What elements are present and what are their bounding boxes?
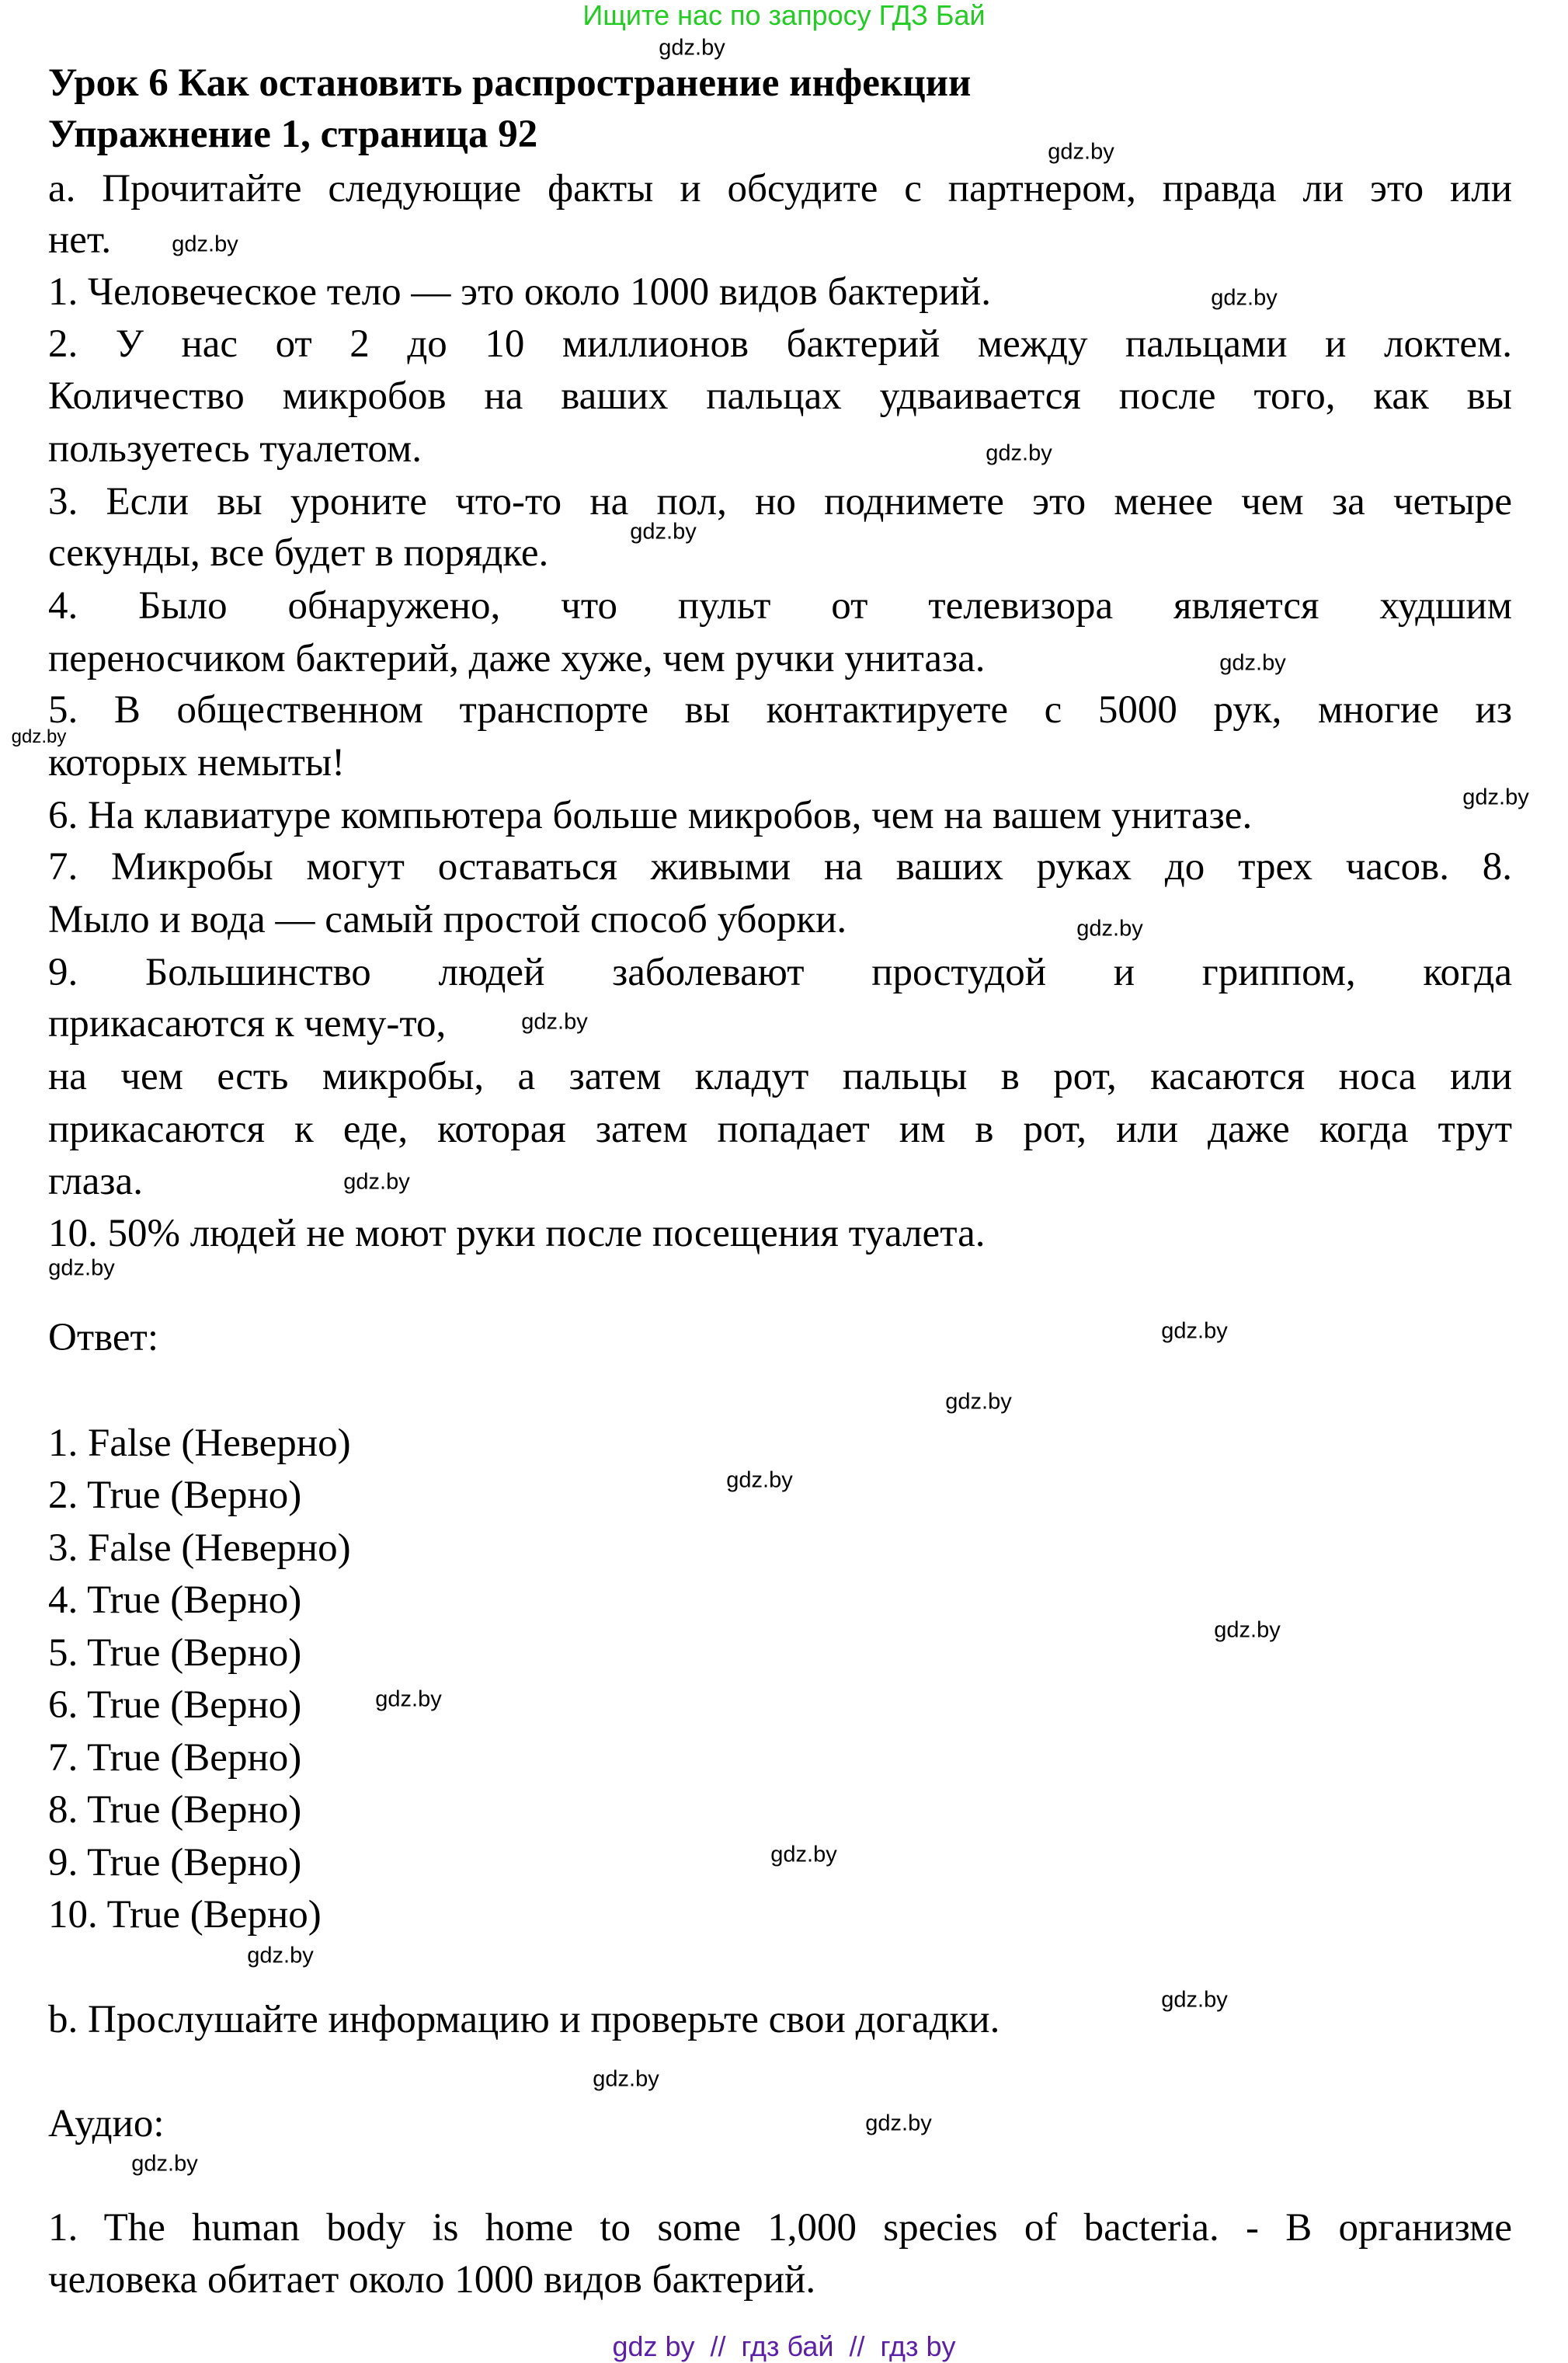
watermark: gdz.by xyxy=(172,231,238,257)
fact-line: глаза. xyxy=(48,1160,143,1203)
fact-line: Количество микробов на ваших пальцах удваивается после того, как вы xyxy=(48,374,1512,418)
answer-item: 4. True (Верно) xyxy=(48,1578,302,1622)
watermark: gdz.by xyxy=(375,1686,442,1712)
fact-line: прикасаются к чему-то, xyxy=(48,1002,447,1046)
fact-line: 5. В общественном транспорте вы контактируете с 5000 рук, многие из xyxy=(48,688,1512,732)
watermark: gdz.by xyxy=(247,1943,314,1968)
answer-item: 7. True (Верно) xyxy=(48,1736,302,1780)
answer-item: 5. True (Верно) xyxy=(48,1631,302,1675)
watermark: gdz.by xyxy=(521,1009,588,1035)
answer-label: Ответ: xyxy=(48,1316,158,1359)
watermark: gdz.by xyxy=(1048,139,1114,165)
watermark: gdz.by xyxy=(865,2111,932,2136)
fact-line: 3. Если вы уроните что-то на пол, но поднимете это менее чем за четыре xyxy=(48,480,1512,524)
watermark: gdz.by xyxy=(1214,1617,1281,1643)
watermark: gdz.by xyxy=(945,1389,1012,1415)
answer-item: 9. True (Верно) xyxy=(48,1841,302,1884)
watermark: gdz.by xyxy=(48,1255,115,1281)
audio-line: человека обитает около 1000 видов бактерий. xyxy=(48,2258,816,2302)
watermark: gdz.by xyxy=(630,519,697,545)
fact-line: прикасаются к еде, которая затем попадает им в рот, или даже когда трут xyxy=(48,1108,1512,1151)
watermark: gdz.by xyxy=(770,1842,837,1867)
fact-line: 9. Большинство людей заболевают простудой и гриппом, когда xyxy=(48,951,1512,994)
watermark: gdz.by xyxy=(1211,285,1278,311)
fact-line: Мыло и вода — самый простой способ уборки. xyxy=(48,898,847,941)
fact-line: секунды, все будет в порядке. xyxy=(48,531,549,575)
fact-line: 1. Человеческое тело — это около 1000 видов бактерий. xyxy=(48,270,991,314)
fact-line: 6. На клавиатуре компьютера больше микробов, чем на вашем унитазе. xyxy=(48,794,1253,837)
answer-item: 10. True (Верно) xyxy=(48,1893,322,1937)
fact-line: 2. У нас от 2 до 10 миллионов бактерий между пальцами и локтем. xyxy=(48,322,1512,366)
watermark: gdz.by xyxy=(343,1169,410,1195)
watermark: gdz.by xyxy=(986,440,1052,466)
task-a-line: a. Прочитайте следующие факты и обсудите с партнером, правда ли это или xyxy=(48,167,1512,211)
fact-line: на чем есть микробы, а затем кладут пальцы в рот, касаются носа или xyxy=(48,1055,1512,1098)
watermark: gdz.by xyxy=(593,2066,659,2092)
watermark: gdz.by xyxy=(1219,650,1286,676)
page-title: Урок 6 Как остановить распространение инфекции xyxy=(48,61,972,105)
fact-line: которых немыты! xyxy=(48,741,346,785)
task-b: b. Прослушайте информацию и проверьте свои догадки. xyxy=(48,1998,1000,2041)
fact-line: пользуетесь туалетом. xyxy=(48,427,422,471)
watermark: gdz.by xyxy=(1462,785,1529,810)
audio-line: 1. The human body is home to some 1,000 species of bacteria. - В организме xyxy=(48,2206,1512,2250)
audio-label: Аудио: xyxy=(48,2102,165,2145)
watermark: gdz.by xyxy=(1161,1318,1228,1344)
answer-item: 1. False (Неверно) xyxy=(48,1422,351,1465)
exercise-subtitle: Упражнение 1, страница 92 xyxy=(48,113,538,156)
watermark: gdz.by xyxy=(659,35,725,61)
fact-line: 7. Микробы могут оставаться живыми на ваших руках до трех часов. 8. xyxy=(48,845,1512,889)
fact-line: 4. Было обнаружено, что пульт от телевизора является худшим xyxy=(48,584,1512,628)
answer-item: 3. False (Неверно) xyxy=(48,1526,351,1570)
fact-line: 10. 50% людей не моют руки после посещения туалета. xyxy=(48,1212,986,1255)
promo-banner[interactable]: Ищите нас по запросу ГДЗ Бай xyxy=(582,0,986,31)
watermark: gdz.by xyxy=(1161,1987,1228,2013)
answer-item: 2. True (Верно) xyxy=(48,1474,302,1517)
answer-item: 8. True (Верно) xyxy=(48,1788,302,1832)
watermark: gdz.by xyxy=(726,1467,793,1493)
watermark: gdz.by xyxy=(11,726,67,747)
task-a-line: нет. xyxy=(48,218,112,262)
answer-item: 6. True (Верно) xyxy=(48,1683,302,1727)
watermark: gdz.by xyxy=(131,2151,198,2177)
fact-line: переносчиком бактерий, даже хуже, чем ручки унитаза. xyxy=(48,637,986,680)
watermark: gdz.by xyxy=(1076,916,1143,941)
footer-links[interactable]: gdz by // гдз бай // гдз by xyxy=(612,2330,956,2362)
